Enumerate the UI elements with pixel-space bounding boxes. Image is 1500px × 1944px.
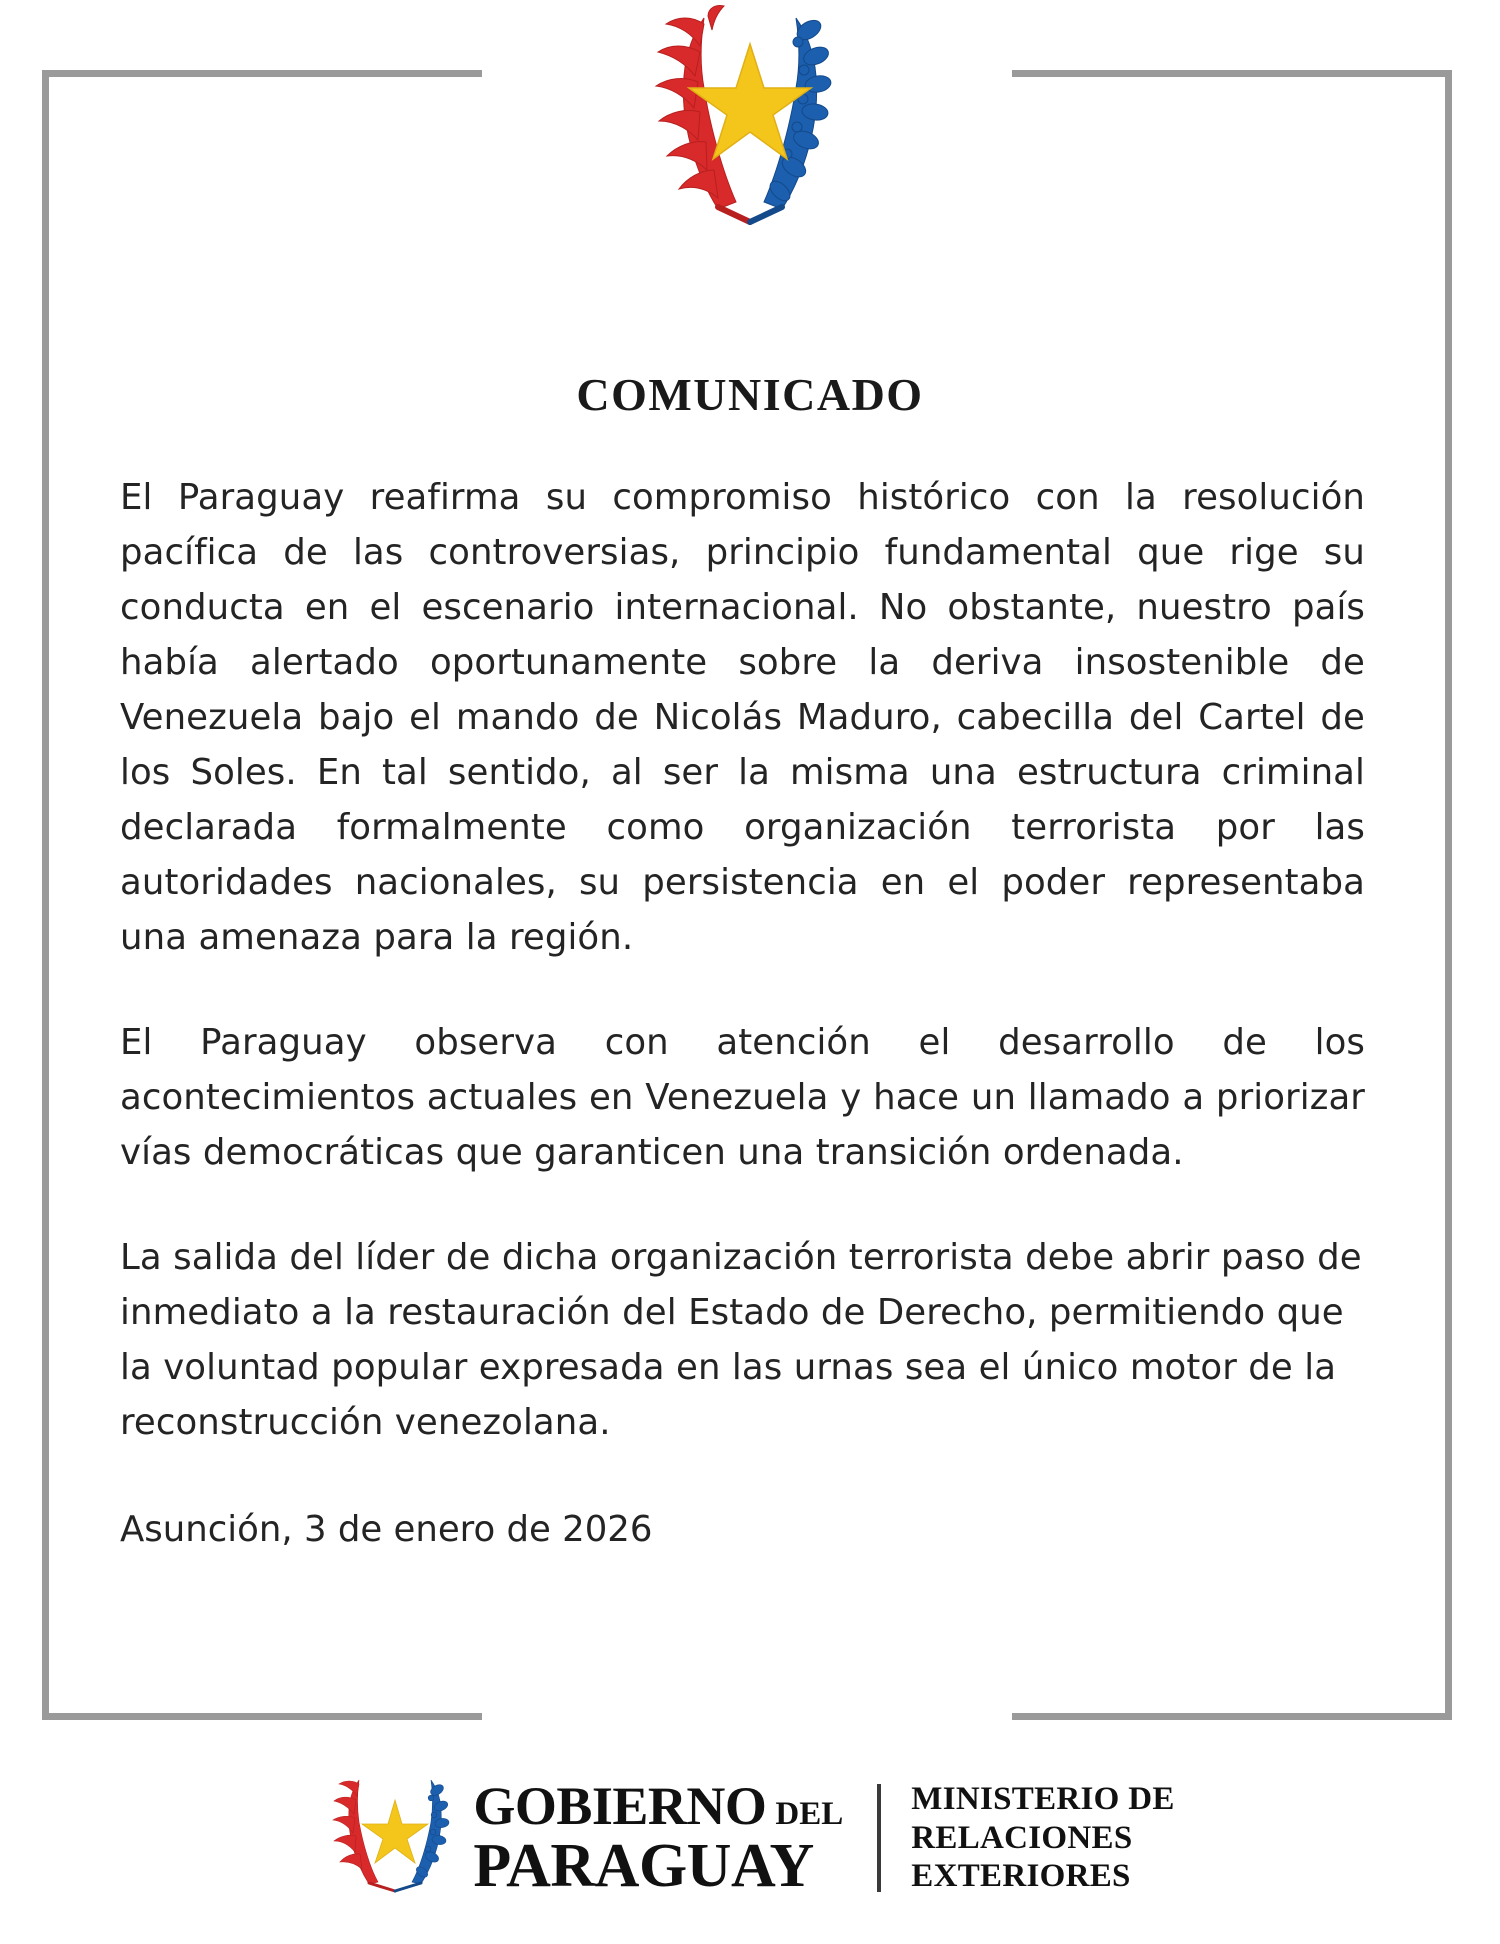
government-word-gobierno: GOBIERNO bbox=[473, 1776, 767, 1836]
paragraph-2: El Paraguay observa con atención el desarrollo de los acontecimientos actuales en Venezuela y hace un llamado a priorizar vías democráticas que garanticen una transición ordenada. bbox=[120, 1022, 1365, 1173]
government-word-paraguay: PARAGUAY bbox=[473, 1832, 814, 1900]
government-wordmark bbox=[473, 1776, 844, 1900]
paragraph-1: El Paraguay reafirma su compromiso histórico con la resolución pacífica de las controversias, principio fundamental que rige su conducta en el escenario internacional. No obstante, nuestro país había alertado oportunamente sobre la deriva insostenible de Venezuela bajo el mando de Nicolás Maduro, cabecilla del Cartel de los Soles. En tal sentido, al ser la misma una estructura criminal declarada formalmente como organización terrorista por las autoridades nacionales, su persistencia en el poder representaba una amenaza para la región. bbox=[120, 477, 1365, 958]
footer bbox=[0, 1778, 1500, 1898]
paragraph-3: La salida del líder de dicha organización terrorista debe abrir paso de inmediato a la restauración del Estado de Derecho, permitiendo que la voluntad popular expresada en las urnas sea el único motor de la reconstrucción venezolana. bbox=[120, 1237, 1362, 1443]
government-word-del: DEL bbox=[775, 1796, 844, 1832]
government-wordmark-line-1 bbox=[473, 1776, 844, 1836]
frame-bottom-left-horizontal bbox=[42, 1713, 482, 1720]
frame-top-left-horizontal bbox=[42, 70, 482, 77]
ministry-wordmark bbox=[911, 1780, 1174, 1896]
coat-of-arms-icon bbox=[600, 4, 900, 236]
ministry-line-2: RELACIONES bbox=[911, 1819, 1133, 1856]
ministry-line-1: MINISTERIO DE bbox=[911, 1781, 1175, 1818]
footer-coat-of-arms-icon bbox=[325, 1778, 465, 1898]
frame-left-vertical bbox=[42, 70, 49, 1720]
frame-bottom-right-horizontal bbox=[1012, 1713, 1452, 1720]
ministry-line-3: EXTERIORES bbox=[911, 1858, 1131, 1895]
frame-top-right-horizontal bbox=[1012, 70, 1452, 77]
document-body bbox=[120, 470, 1365, 1557]
footer-divider bbox=[877, 1784, 881, 1892]
frame-right-vertical bbox=[1445, 70, 1452, 1720]
date-line: Asunción, 3 de enero de 2026 bbox=[120, 1509, 653, 1550]
page-title: COMUNICADO bbox=[576, 369, 924, 420]
